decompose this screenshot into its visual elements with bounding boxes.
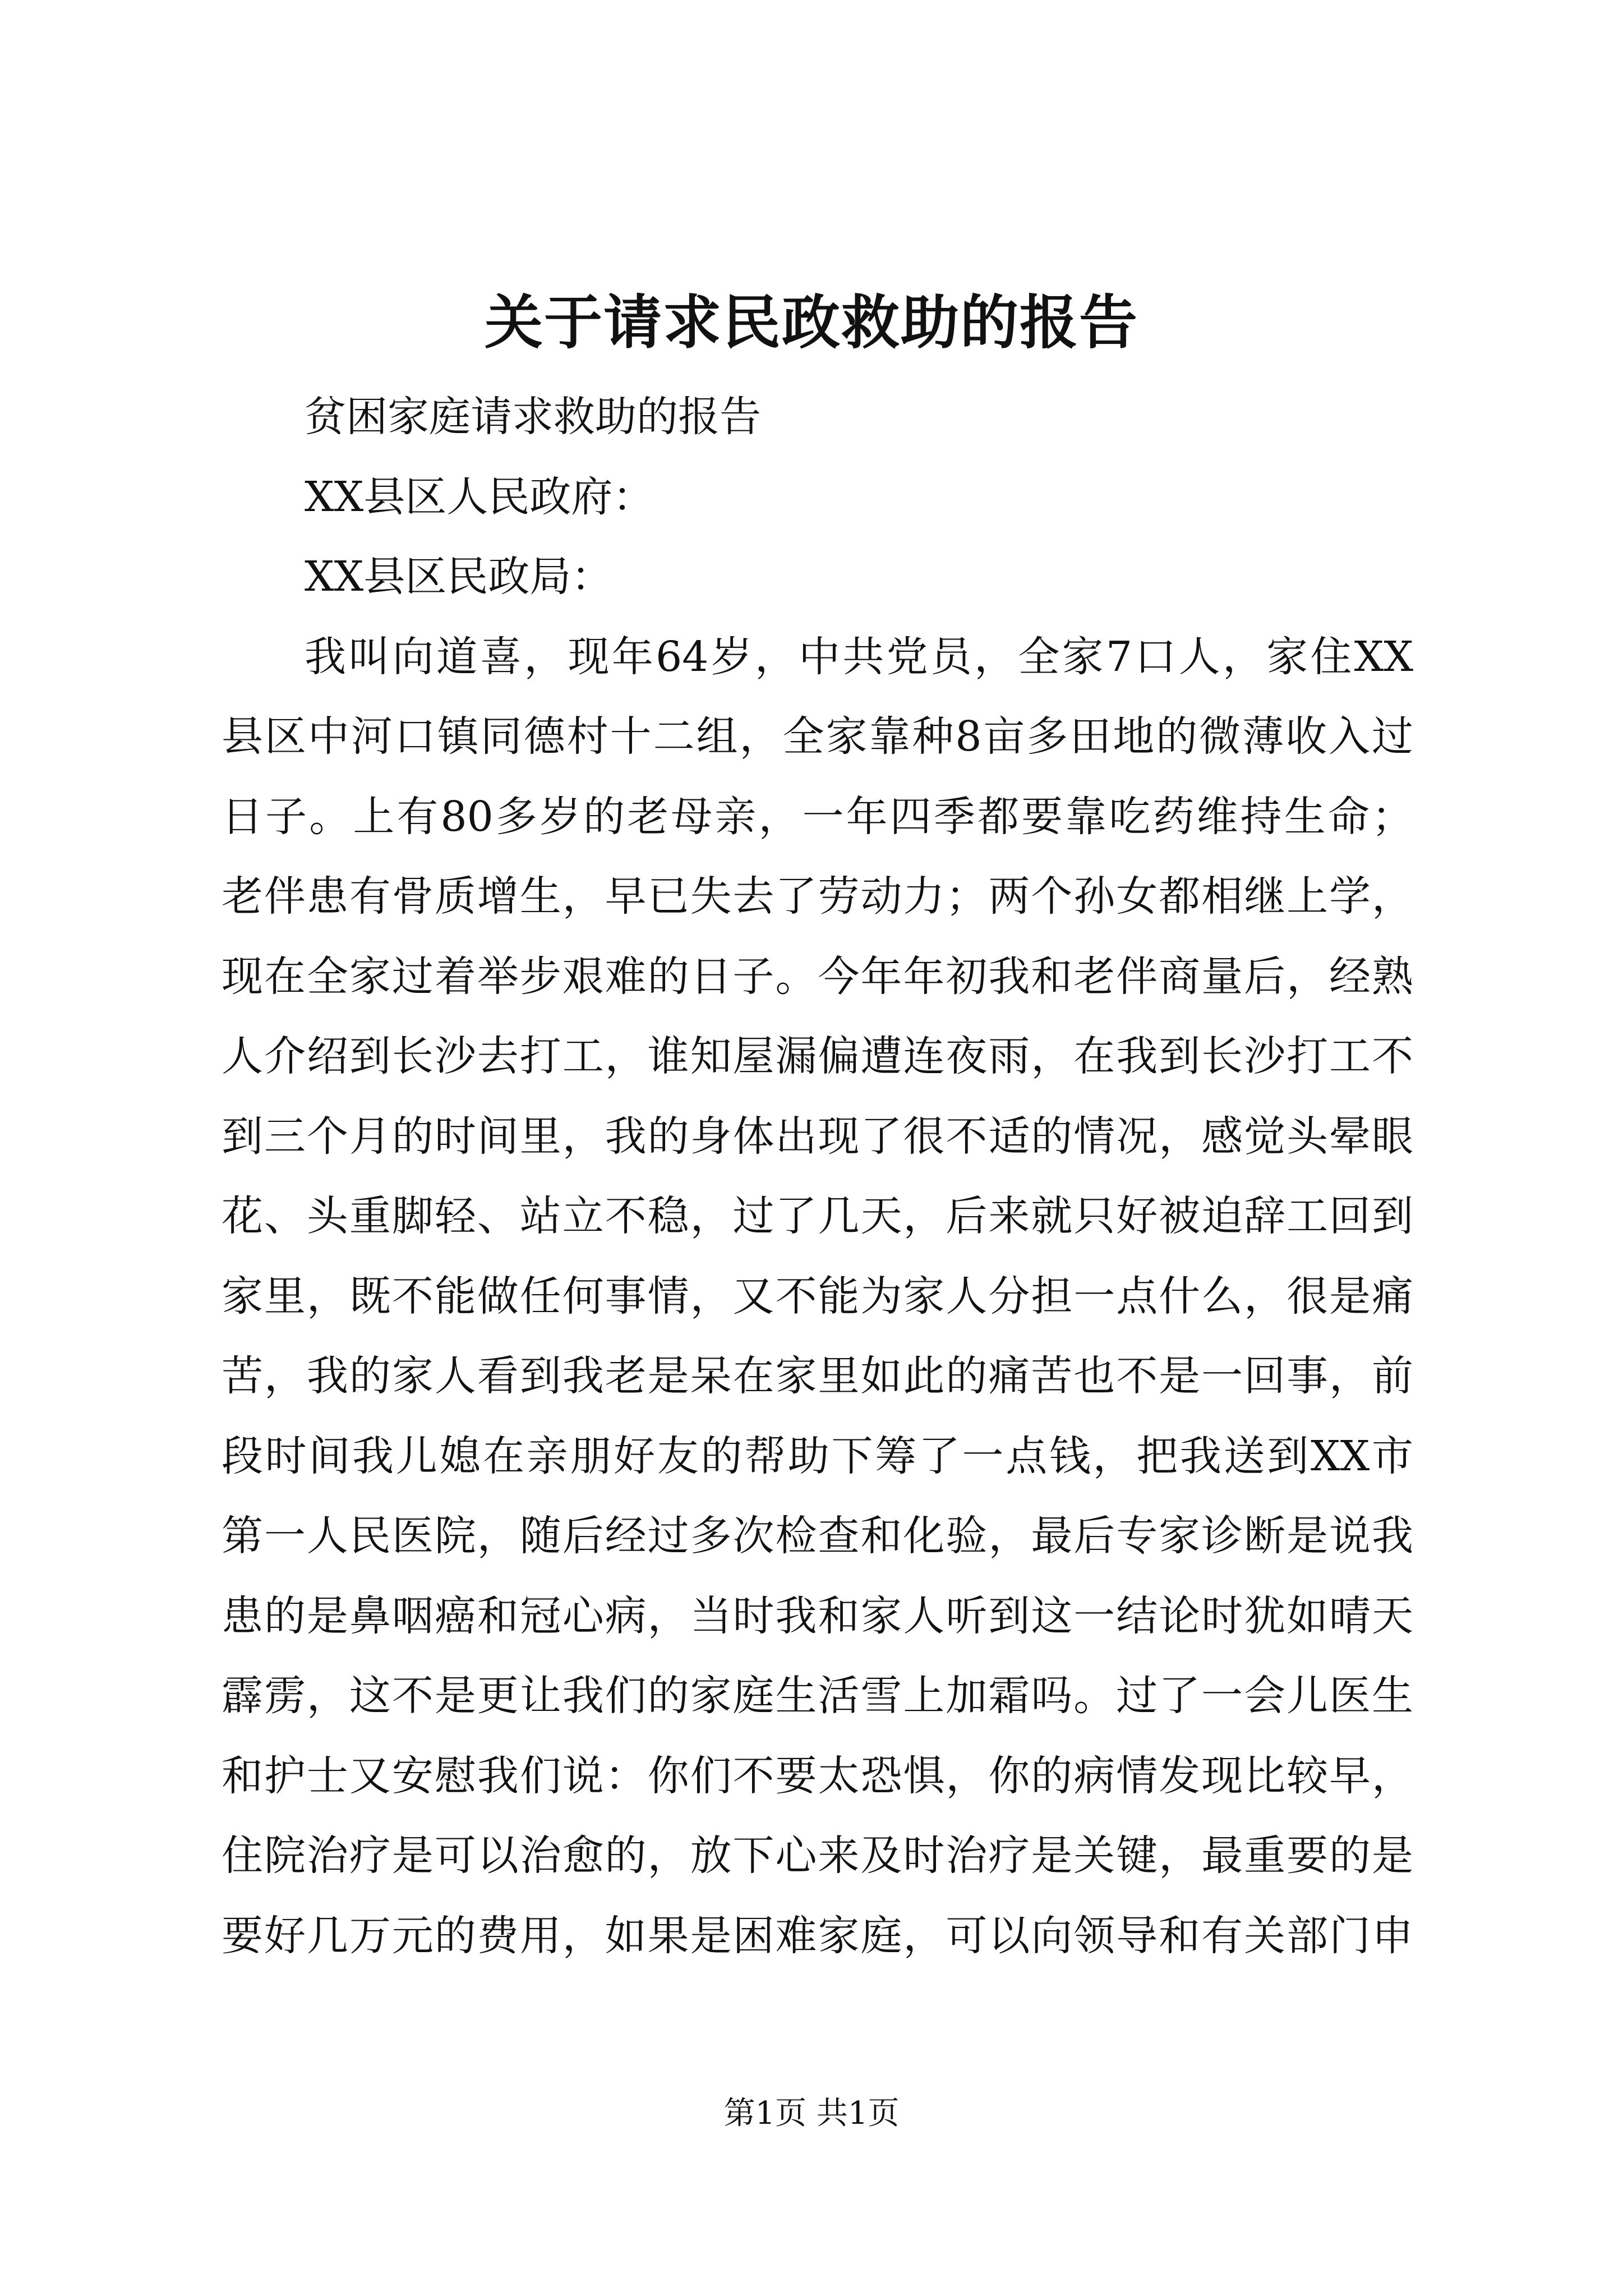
addressee-line-1: XX县区人民政府： <box>305 472 654 521</box>
body-line: 霹雳，这不是更让我们的家庭生活雪上加霜吗。过了一会儿医生 <box>222 1672 1413 1720</box>
body-line: 县区中河口镇同德村十二组，全家靠种8亩多田地的微薄收入过 <box>222 712 1413 761</box>
body-line: 人介绍到长沙去打工，谁知屋漏偏遭连夜雨，在我到长沙打工不 <box>222 1032 1413 1080</box>
addressee-line-2: XX县区民政局： <box>305 553 613 601</box>
document-title: 关于请求民政救助的报告 <box>484 288 1138 357</box>
body-line: 患的是鼻咽癌和冠心病，当时我和家人听到这一结论时犹如晴天 <box>222 1591 1413 1640</box>
subtitle-line: 贫困家庭请求救助的报告 <box>305 393 761 441</box>
body-line: 现在全家过着举步艰难的日子。今年年初我和老伴商量后，经熟 <box>222 952 1413 1001</box>
body-line: 到三个月的时间里，我的身体出现了很不适的情况，感觉头晕眼 <box>222 1112 1413 1161</box>
body-line: 第一人民医院，随后经过多次检查和化验，最后专家诊断是说我 <box>222 1512 1413 1560</box>
body-line: 日子。上有80多岁的老母亲，一年四季都要靠吃药维持生命； <box>222 792 1413 841</box>
body-line: 段时间我儿媳在亲朋好友的帮助下筹了一点钱，把我送到XX市 <box>222 1432 1413 1480</box>
body-line: 住院治疗是可以治愈的，放下心来及时治疗是关键，最重要的是 <box>222 1832 1413 1880</box>
body-line: 花、头重脚轻、站立不稳，过了几天，后来就只好被迫辞工回到 <box>222 1192 1413 1240</box>
document-body <box>222 377 1413 1976</box>
body-line: 老伴患有骨质增生，早已失去了劳动力；两个孙女都相继上学， <box>222 872 1413 921</box>
body-line: 和护士又安慰我们说：你们不要太恐惧，你的病情发现比较早， <box>222 1751 1413 1800</box>
body-line: 苦，我的家人看到我老是呆在家里如此的痛苦也不是一回事，前 <box>222 1352 1413 1400</box>
body-line: 我叫向道喜，现年64岁，中共党员，全家7口人，家住XX <box>305 632 1413 681</box>
body-line: 家里，既不能做任何事情，又不能为家人分担一点什么，很是痛 <box>222 1272 1413 1320</box>
page-footer: 第1页 共1页 <box>723 2095 900 2132</box>
body-line: 要好几万元的费用，如果是困难家庭，可以向领导和有关部门申 <box>222 1911 1413 1960</box>
